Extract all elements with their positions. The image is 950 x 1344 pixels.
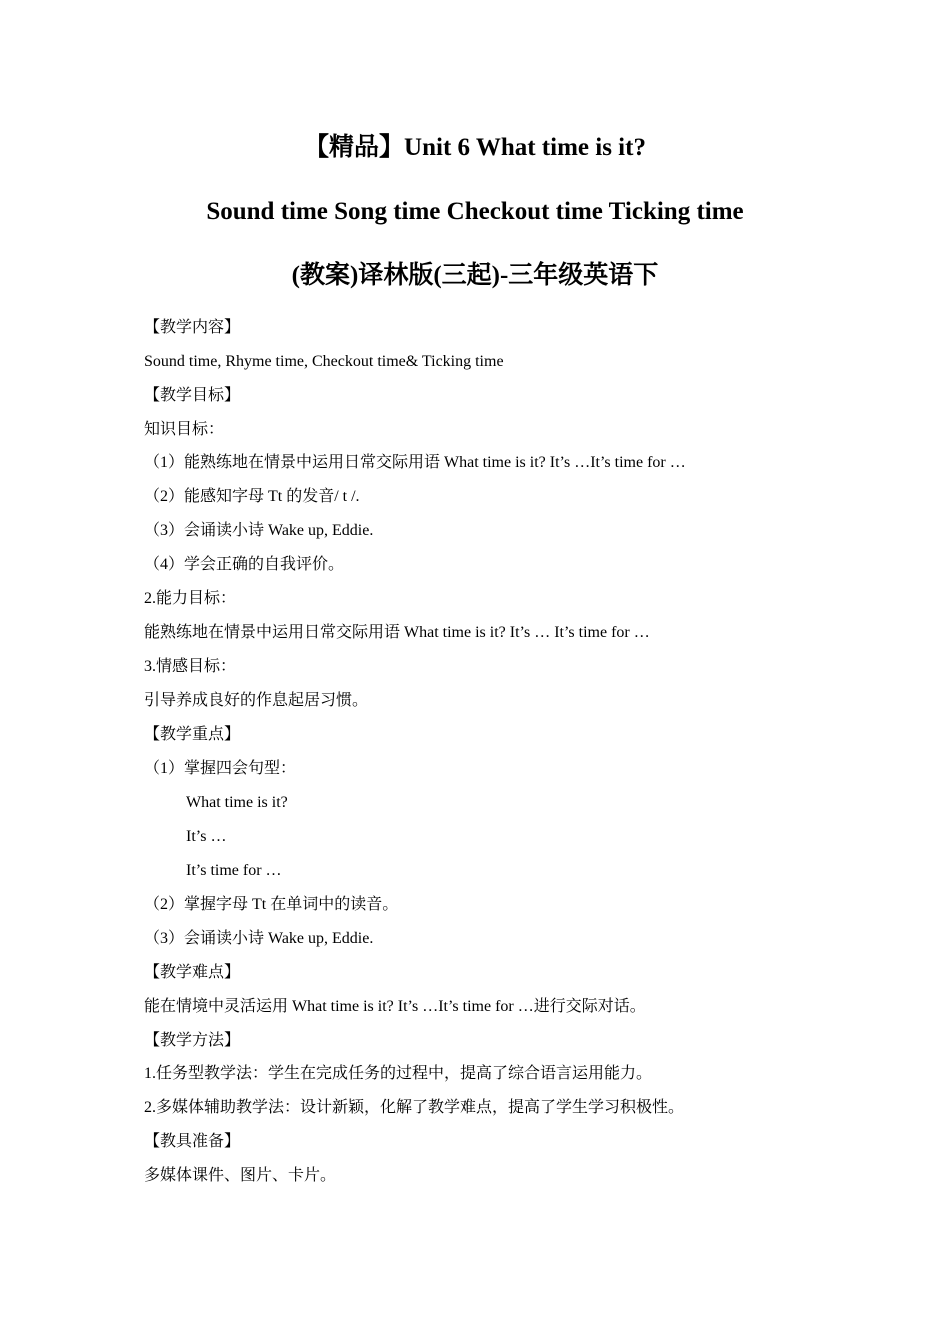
list-item: （1）能熟练地在情景中运用日常交际用语 What time is it? It’s …It’s time for … xyxy=(144,454,686,471)
section-heading-objectives: 【教学目标】 xyxy=(144,387,241,404)
document-title-line-2: Sound time Song time Checkout time Ticking time xyxy=(206,198,744,225)
section-heading-methods: 【教学方法】 xyxy=(144,1032,241,1049)
section-heading-materials: 【教具准备】 xyxy=(144,1133,241,1150)
list-item: （3）会诵读小诗 Wake up, Eddie. xyxy=(144,522,374,539)
paragraph: 2.能力目标： xyxy=(144,590,237,607)
document-title-line-3: (教案)译林版(三起)-三年级英语下 xyxy=(291,262,659,289)
sentence-pattern: What time is it? xyxy=(186,794,288,811)
paragraph: 能熟练地在情景中运用日常交际用语 What time is it? It’s … It’s time for … xyxy=(144,624,650,641)
paragraph: 引导养成良好的作息起居习惯。 xyxy=(144,692,369,709)
list-item: （4）学会正确的自我评价。 xyxy=(144,556,345,573)
paragraph: 多媒体课件、图片、卡片。 xyxy=(144,1167,337,1184)
section-heading-difficulties: 【教学难点】 xyxy=(144,964,241,981)
sentence-pattern: It’s time for … xyxy=(186,862,282,879)
paragraph: 3.情感目标： xyxy=(144,658,237,675)
section-heading-content: 【教学内容】 xyxy=(144,319,241,336)
paragraph: Sound time, Rhyme time, Checkout time& Ticking time xyxy=(144,353,504,370)
list-item: （3）会诵读小诗 Wake up, Eddie. xyxy=(144,930,374,947)
paragraph: 知识目标： xyxy=(144,421,225,438)
paragraph: 能在情境中灵活运用 What time is it? It’s …It’s time for …进行交际对话。 xyxy=(144,998,646,1015)
sentence-pattern: It’s … xyxy=(186,828,227,845)
list-item: （1）掌握四会句型： xyxy=(144,760,297,777)
section-heading-key-points: 【教学重点】 xyxy=(144,726,241,743)
document-title-line-1: 【精品】Unit 6 What time is it? xyxy=(304,134,646,161)
paragraph: 1.任务型教学法：学生在完成任务的过程中，提高了综合语言运用能力。 xyxy=(144,1065,653,1082)
paragraph: 2.多媒体辅助教学法：设计新颖，化解了教学难点，提高了学生学习积极性。 xyxy=(144,1099,685,1116)
list-item: （2）能感知字母 Tt 的发音/ t /. xyxy=(144,488,360,505)
list-item: （2）掌握字母 Tt 在单词中的读音。 xyxy=(144,896,399,913)
